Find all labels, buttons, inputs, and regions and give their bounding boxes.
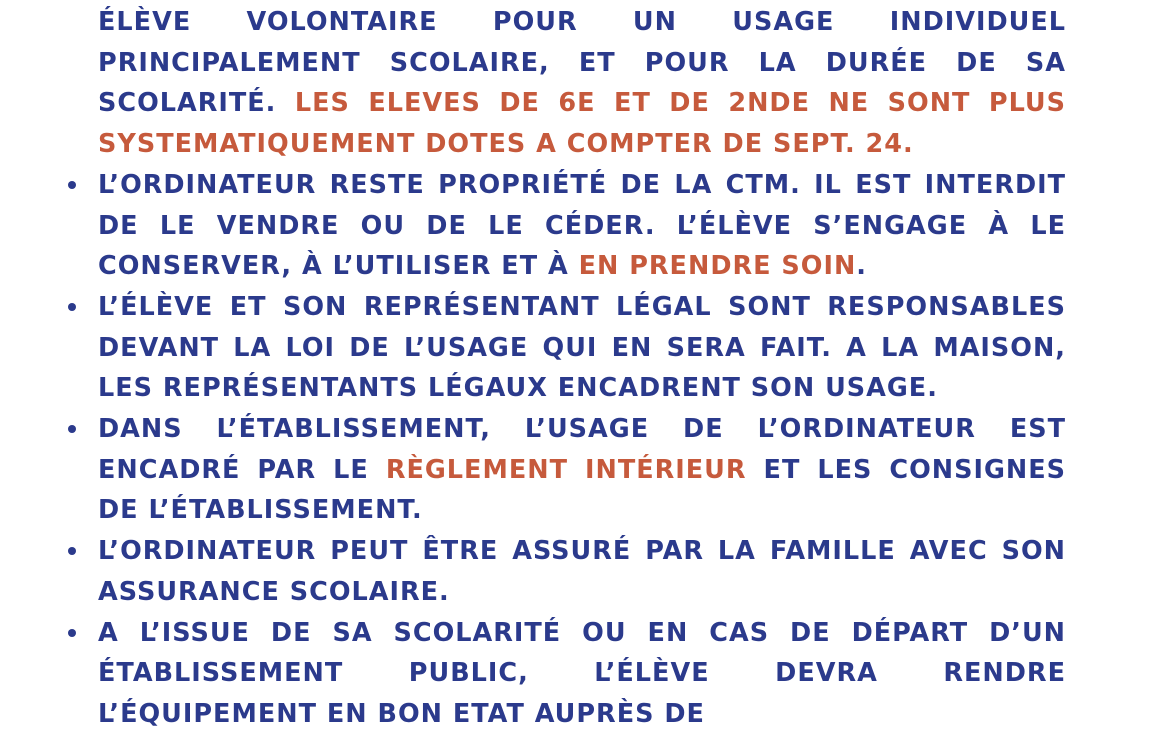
list-item-text: L’ÉLÈVE ET SON REPRÉSENTANT LÉGAL SONT RESPONSABLES DEVANT LA LOI DE L’USAGE QUI EN SERA FAIT. A LA MAISON, LES REPRÉSENTANTS LÉGAUX ENCADRENT SON USAGE. <box>98 291 1066 404</box>
list-item-text: DANS L’ÉTABLISSEMENT, L’USAGE DE L’ORDINATEUR EST ENCADRÉ PAR LE <box>98 414 1066 485</box>
intro-highlight: LES ELEVES DE 6E ET DE 2NDE NE SONT PLUS SYSTEMATIQUEMENT DOTES A COMPTER DE SEPT. 24. <box>98 88 1067 160</box>
list-item-school-usage <box>98 409 1066 531</box>
bullet-icon <box>68 547 76 555</box>
bullet-icon <box>68 629 76 637</box>
list-item-highlight: EN PRENDRE SOIN <box>578 251 857 282</box>
list-item-ownership <box>98 165 1066 287</box>
list-item-text-end: . <box>856 251 867 282</box>
bullet-icon <box>68 303 76 311</box>
list-item-text: L’ORDINATEUR PEUT ÊTRE ASSURÉ PAR LA FAMILLE AVEC SON ASSURANCE SCOLAIRE. <box>98 536 1066 607</box>
intro-paragraph <box>98 2 1066 165</box>
list-item-return <box>98 613 1066 735</box>
list-item-responsibility <box>98 287 1066 409</box>
list-item-text: L’ORDINATEUR RESTE PROPRIÉTÉ DE LA CTM. IL EST INTERDIT DE LE VENDRE OU DE LE CÉDER. L’ÉLÈVE S’ENGAGE À LE CONSERVER, À L’UTILISER ET À <box>98 169 1066 282</box>
bullet-icon <box>68 181 76 189</box>
bullet-icon <box>68 425 76 433</box>
list-item-text-end: ET LES CONSIGNES DE L’ÉTABLISSEMENT. <box>98 454 1067 526</box>
intro-text: ÉLÈVE VOLONTAIRE POUR UN USAGE INDIVIDUEL PRINCIPALEMENT SCOLAIRE, ET POUR LA DURÉE DE SA SCOLARITÉ. <box>98 7 1066 119</box>
list-item-text: A L’ISSUE DE SA SCOLARITÉ OU EN CAS DE DÉPART D’UN ÉTABLISSEMENT PUBLIC, L’ÉLÈVE DEVRA RENDRE L’ÉQUIPEMENT EN BON ETAT AUPRÈS DE <box>98 617 1066 729</box>
document-body <box>98 2 1066 735</box>
list-item-insurance <box>98 531 1066 612</box>
list-item-highlight: RÈGLEMENT INTÉRIEUR <box>385 454 747 485</box>
